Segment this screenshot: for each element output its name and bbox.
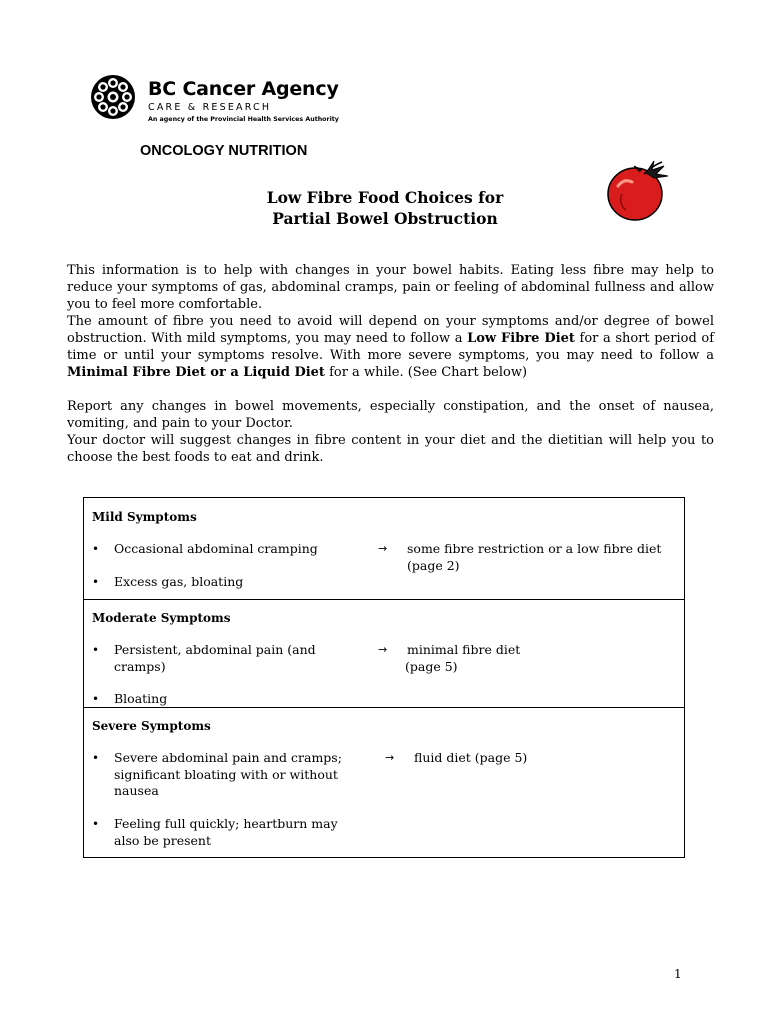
- intro-paragraph-1: This information is to help with changes in your bowel habits. Eating less fibre may help to reduce your symptoms of gas, abdominal cramps, pain or feeling of abdominal fullness and allow you to feel more comfortable.: [67, 263, 714, 312]
- low-fibre-diet-bold: Low Fibre Diet: [467, 331, 575, 346]
- mild-result-line-2: (page 2): [407, 557, 460, 573]
- page-number: 1: [674, 967, 682, 981]
- moderate-result-line-2: (page 5): [405, 658, 458, 674]
- list-item-text: Persistent, abdominal pain (and cramps): [114, 642, 316, 674]
- list-item-text: Feeling full quickly; heartburn may also be present: [114, 816, 338, 848]
- symptom-chart: [83, 497, 685, 858]
- arrow-right-icon: →: [378, 542, 388, 555]
- mild-result-line-1: some fibre restriction or a low fibre diet: [407, 541, 662, 556]
- moderate-symptoms-heading: Moderate Symptoms: [92, 611, 231, 625]
- bullet-icon: •: [92, 692, 100, 706]
- section-label: ONCOLOGY NUTRITION: [140, 143, 308, 159]
- mild-result: [407, 541, 677, 574]
- minimal-fibre-diet-bold: Minimal Fibre Diet or a Liquid Diet: [67, 365, 325, 380]
- moderate-result-line-1: minimal fibre diet: [407, 642, 521, 657]
- bullet-icon: •: [92, 575, 100, 589]
- document-title: [0, 187, 770, 229]
- intro-text: [67, 262, 714, 381]
- logo-subtitle: CARE & RESEARCH: [148, 102, 272, 113]
- report-paragraph-1: Report any changes in bowel movements, especially constipation, and the onset of nausea, vomiting, and pain to your Doctor.: [67, 399, 714, 431]
- report-paragraph-2: Your doctor will suggest changes in fibre content in your diet and the dietitian will help you to choose the best foods to eat and drink.: [67, 433, 714, 465]
- logo-title: BC Cancer Agency: [148, 78, 339, 100]
- list-item-text: Excess gas, bloating: [114, 574, 244, 589]
- bullet-icon: •: [92, 817, 100, 831]
- intro-p2-end: for a while. (See Chart below): [324, 365, 528, 380]
- bullet-icon: •: [92, 751, 100, 765]
- moderate-result: [407, 642, 677, 675]
- mild-symptoms-section: [84, 498, 684, 599]
- agency-logo: [90, 74, 339, 128]
- title-line-2: Partial Bowel Obstruction: [272, 209, 498, 228]
- bc-cancer-agency-logo-icon: [90, 74, 136, 120]
- intro-paragraph-2: [67, 313, 714, 381]
- bullet-icon: •: [92, 643, 100, 657]
- bullet-icon: •: [92, 542, 100, 556]
- list-item-text: Bloating: [114, 691, 168, 706]
- title-line-1: Low Fibre Food Choices for: [266, 188, 504, 207]
- severe-symptoms-section: [84, 707, 684, 857]
- severe-symptoms-heading: Severe Symptoms: [92, 719, 211, 733]
- severe-result-line-1: fluid diet (page 5): [414, 750, 528, 765]
- intro-p2-start: The amount of fibre you need to avoid will depend on your symptoms and/or degree of bowel obstruction. With mild symptoms, you may need to follow a: [67, 314, 714, 346]
- list-item-text: Severe abdominal pain and cramps; significant bloating with or without nausea: [114, 750, 342, 798]
- intro-p2-mid: for a short period of time or until your symptoms resolve. With more severe symptoms, you may need to follow a: [67, 331, 714, 363]
- logo-tagline: An agency of the Provincial Health Services Authority: [148, 116, 339, 123]
- arrow-right-icon: →: [385, 751, 395, 764]
- severe-result: [414, 750, 684, 767]
- list-item-text: Occasional abdominal cramping: [114, 541, 318, 556]
- arrow-right-icon: →: [378, 643, 388, 656]
- mild-symptoms-heading: Mild Symptoms: [92, 510, 197, 524]
- moderate-symptoms-section: [84, 599, 684, 707]
- report-text: [67, 398, 714, 466]
